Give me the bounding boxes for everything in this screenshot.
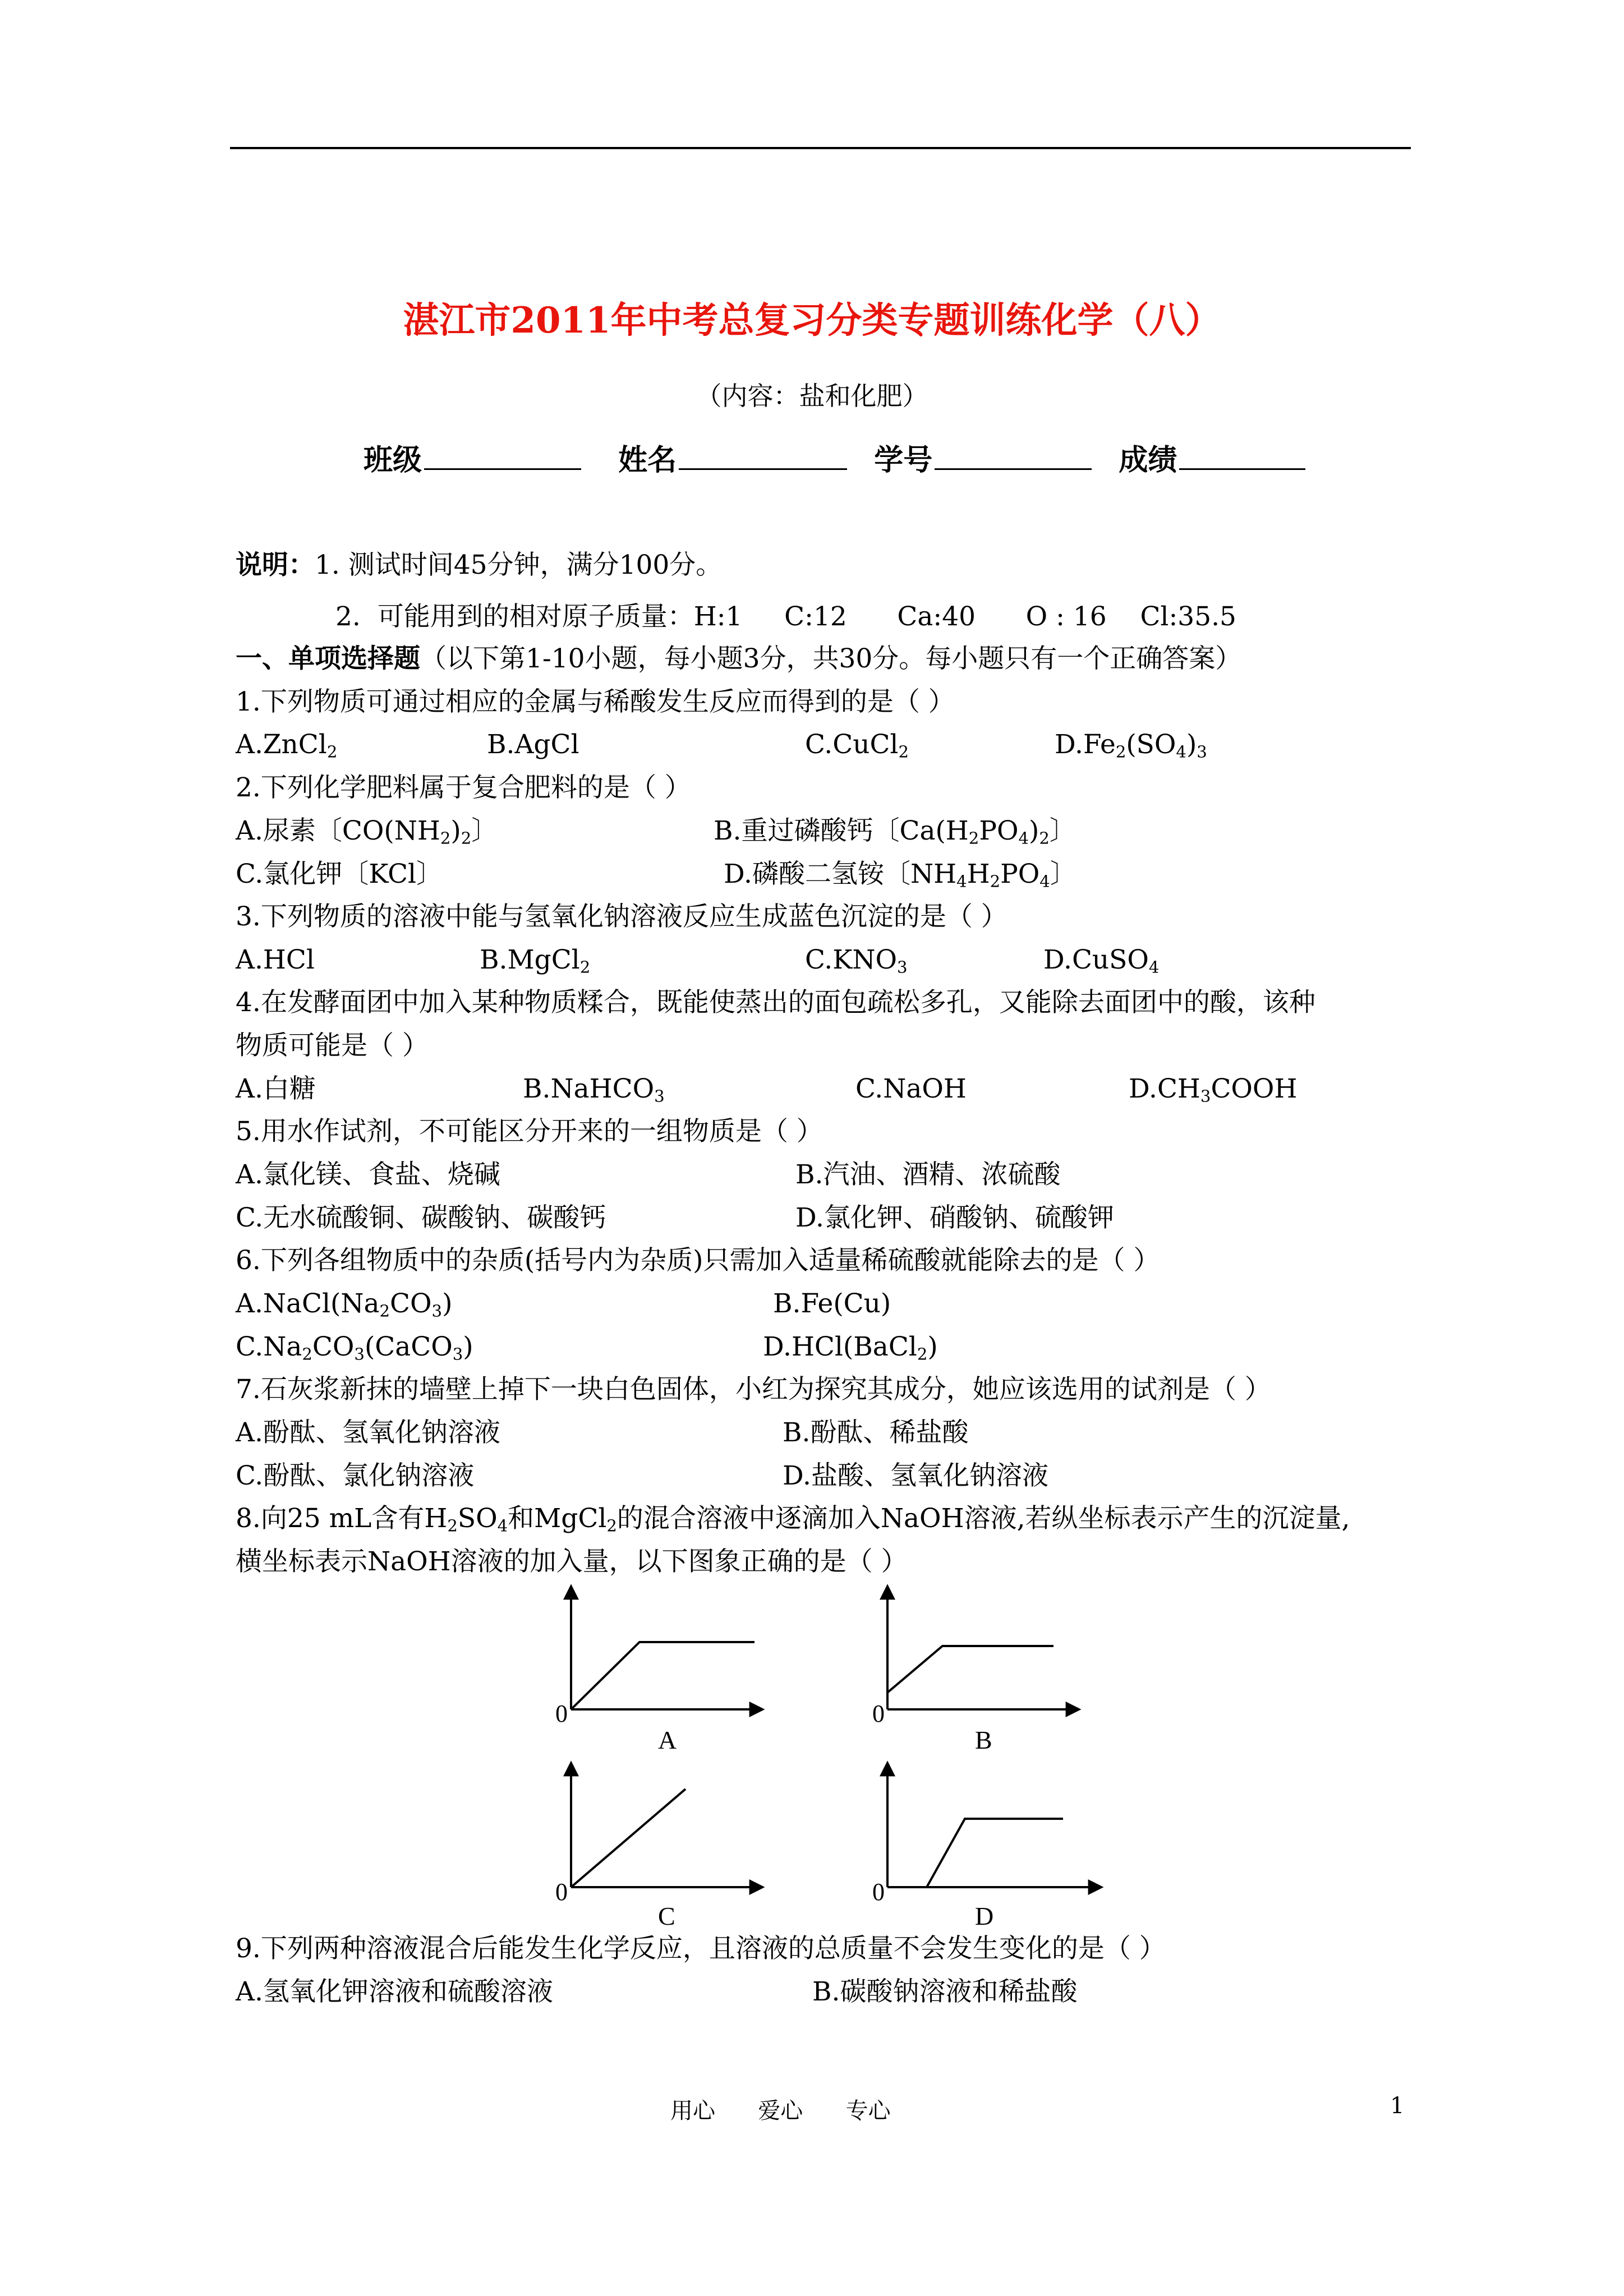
graph-c xyxy=(571,1764,762,1887)
q3-option-c: $C.KNO_3$ xyxy=(805,944,908,977)
q2-option-b: B.重过磷酸钙〔$Ca(H_2PO_4)_2$〕 xyxy=(714,815,1076,848)
q5-option-c: C.无水硫酸铜、碳酸钠、碳酸钙 xyxy=(236,1202,606,1233)
q9-stem: 9.下列两种溶液混合后能发生化学反应，且溶液的总质量不会发生变化的是（ ） xyxy=(236,1933,1166,1964)
q2-stem: 2.下列化学肥料属于复合肥料的是（ ） xyxy=(236,772,691,803)
q3-option-a: A.HCl xyxy=(236,944,315,975)
q4-stem-1: 4.在发酵面团中加入某种物质糅合，既能使蒸出的面包疏松多孔，又能除去面团中的酸，该种 xyxy=(236,987,1315,1018)
q7-option-b: B.酚酞、稀盐酸 xyxy=(783,1417,969,1448)
page-number: 1 xyxy=(1390,2093,1405,2119)
footer-motto: 用心 爱心 专心 xyxy=(670,2098,891,2124)
q3-option-d: D.CuSO$_4$ xyxy=(1043,944,1160,977)
q7-option-a: A.酚酞、氢氧化钠溶液 xyxy=(236,1417,500,1448)
q2-option-c: C.氯化钾〔KCl〕 xyxy=(236,859,443,889)
graph-b-label: B xyxy=(975,1726,992,1754)
q1-stem: 1.下列物质可通过相应的金属与稀酸发生反应而得到的是（ ） xyxy=(236,686,955,717)
graph-b-origin: 0 xyxy=(872,1700,885,1727)
q9-option-b: B.碳酸钠溶液和稀盐酸 xyxy=(812,1976,1078,2007)
graph-d-origin: 0 xyxy=(872,1878,885,1906)
page-title: 湛江市2011年中考总复习分类专题训练化学（八） xyxy=(403,299,1221,342)
q4-option-c: C.NaOH xyxy=(855,1073,967,1104)
q5-option-d: D.氯化钾、硝酸钠、硫酸钾 xyxy=(795,1202,1114,1233)
graph-b xyxy=(887,1587,1078,1709)
notes-line-2: 2. 可能用到的相对原子质量：H:1 C:12 Ca:40 O : 16 Cl:35.5 xyxy=(335,601,1236,632)
graph-b-curve xyxy=(887,1646,1053,1693)
q5-stem: 5.用水作试剂，不可能区分开来的一组物质是（ ） xyxy=(236,1116,823,1147)
q5-option-b: B.汽油、酒精、浓硫酸 xyxy=(795,1159,1061,1190)
q8-stem-2: 横坐标表示NaOH溶液的加入量，以下图象正确的是（ ） xyxy=(236,1546,908,1577)
q6-stem: 6.下列各组物质中的杂质(括号内为杂质)只需加入适量稀硫酸就能除去的是（ ） xyxy=(236,1245,1160,1276)
graph-d-curve xyxy=(887,1819,1063,1887)
q4-stem-2: 物质可能是（ ） xyxy=(236,1030,429,1061)
notes-text-1: 1. 测试时间45分钟，满分100分。 xyxy=(315,550,723,580)
student-no-label: 学号 xyxy=(874,443,933,477)
q2-option-d: D.磷酸二氢铵〔$NH_4H_2PO_4$〕 xyxy=(724,859,1076,891)
page-subtitle: （内容：盐和化肥） xyxy=(696,381,928,411)
q6-option-a: $A.NaCl(Na_2CO_3)$ xyxy=(236,1288,453,1321)
graph-a-curve xyxy=(571,1642,755,1709)
graph-c-curve xyxy=(571,1789,686,1887)
name-label: 姓名 xyxy=(618,443,677,477)
graph-a-origin: 0 xyxy=(555,1700,568,1727)
q8-stem-1: 8.向25 mL含有$H_2SO_4$和MgCl$_2$的混合溶液中逐滴加入NaOH溶液,若纵坐标表示产生的沉淀量, xyxy=(236,1503,1350,1536)
q6-option-d: D.HCl(BaCl$_2$) xyxy=(763,1331,938,1364)
q1-option-b: B.AgCl xyxy=(487,729,579,760)
class-label: 班级 xyxy=(364,443,422,477)
q2-option-a: A.尿素〔$CO(NH_2)_2$〕 xyxy=(236,815,498,848)
q4-option-b: B.NaHCO$_3$ xyxy=(523,1073,665,1106)
q1-option-c: C.CuCl$_2$ xyxy=(805,729,909,762)
graph-d-label: D xyxy=(975,1902,994,1930)
section-title: 一、单项选择题 xyxy=(236,643,420,674)
q1-option-d: $D.Fe_2(SO_4)_3$ xyxy=(1055,729,1207,762)
graph-a xyxy=(571,1587,762,1709)
q6-option-c: $C.Na_2CO_3(CaCO_3)$ xyxy=(236,1331,473,1364)
graph-d xyxy=(887,1764,1101,1887)
q3-stem: 3.下列物质的溶液中能与氢氧化钠溶液反应生成蓝色沉淀的是（ ） xyxy=(236,901,1007,932)
q9-option-a: A.氢氧化钾溶液和硫酸溶液 xyxy=(236,1976,553,2007)
q1-option-a: A.ZnCl$_2$ xyxy=(236,729,338,762)
graph-c-origin: 0 xyxy=(555,1878,568,1906)
q4-option-a: A.白糖 xyxy=(236,1073,316,1104)
q7-stem: 7.石灰浆新抹的墙壁上掉下一块白色固体，小红为探究其成分，她应该选用的试剂是（ ） xyxy=(236,1374,1271,1405)
graph-a-label: A xyxy=(658,1726,677,1754)
score-label: 成绩 xyxy=(1119,443,1177,477)
q7-option-d: D.盐酸、氢氧化钠溶液 xyxy=(783,1460,1048,1491)
graph-c-label: C xyxy=(658,1902,675,1930)
notes-label: 说明： xyxy=(236,550,315,580)
section-desc: （以下第1-10小题，每小题3分，共30分。每小题只有一个正确答案） xyxy=(420,643,1242,674)
q7-option-c: C.酚酞、氯化钠溶液 xyxy=(236,1460,475,1491)
q6-option-b: B.Fe(Cu) xyxy=(773,1288,891,1319)
q5-option-a: A.氯化镁、食盐、烧碱 xyxy=(236,1159,500,1190)
q4-option-d: $D.CH_3COOH$ xyxy=(1129,1073,1298,1106)
q3-option-b: B.MgCl$_2$ xyxy=(480,944,591,977)
